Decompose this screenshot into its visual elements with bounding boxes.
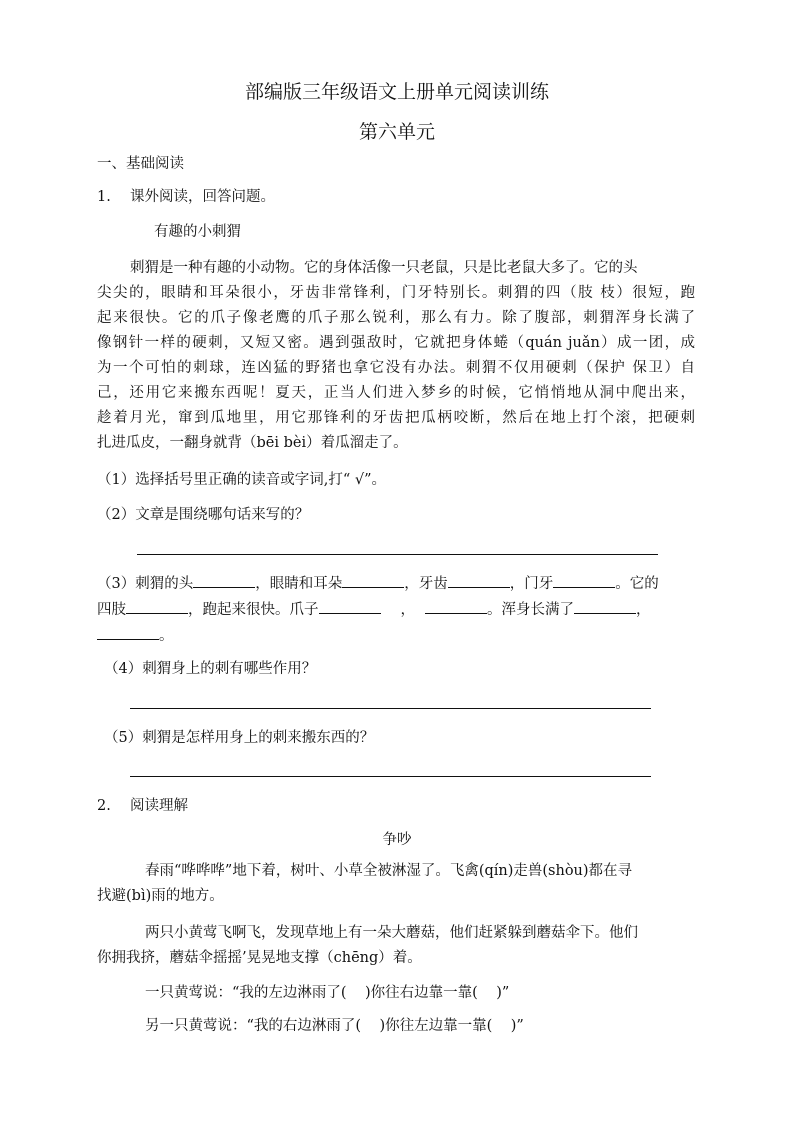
sub-question-3-text: ， [636, 602, 651, 618]
document-title: 部编版三年级语文上册单元阅读训练 [244, 81, 549, 103]
sub-question-3-text: ，牙齿 [404, 576, 448, 592]
answer-line[interactable] [130, 776, 651, 777]
fill-blank[interactable] [553, 573, 615, 588]
passage-line: 找避(bì)雨的地方。 [97, 888, 224, 904]
sub-question-3-text: 四肢 [97, 602, 126, 618]
passage-line: 扎进瓜皮，一翻身就背（bēi bèi）着瓜溜走了。 [97, 435, 408, 451]
answer-line[interactable] [137, 554, 658, 555]
section-heading: 一、基础阅读 [97, 156, 184, 172]
sub-question-3-line-3 [97, 625, 174, 646]
question-number: 2. [97, 798, 111, 814]
sub-question-3-text: （3）刺猬的头 [97, 576, 194, 592]
passage-line: 两只小黄莺飞啊飞，发现草地上有一朵大蘑菇，他们赶紧躲到蘑菇伞下。他们 [145, 925, 638, 941]
question-text: 课外阅读，回答问题。 [130, 189, 275, 205]
passage-line: 刺猬是一种有趣的小动物。它的身体活像一只老鼠，只是比老鼠大多了。它的头 [130, 260, 638, 276]
passage-line: 春雨“哗哗哗”地下着，树叶、小草全被淋湿了。飞禽(qín)走兽(shòu)都在寻 [145, 863, 633, 879]
sub-question-5: （5）刺猬是怎样用身上的刺来搬东西的？ [104, 730, 375, 746]
passage-line: 另一只黄莺说：“我的右边淋雨了( )你往左边靠一靠( )” [145, 1018, 524, 1034]
passage-line: 为一个可怕的刺球，连凶猛的野猪也拿它没有办法。刺猬不仅用硬刺（保护 保卫）自 [97, 360, 695, 376]
unit-title: 第六单元 [358, 121, 435, 143]
passage-title: 有趣的小刺猬 [154, 224, 241, 240]
sub-question-3-text: ， [400, 602, 415, 618]
fill-blank[interactable] [97, 625, 159, 640]
sub-question-2: （2）文章是围绕哪句话来写的？ [97, 507, 310, 523]
passage-title: 争吵 [382, 832, 412, 848]
sub-question-3-text: ，门牙 [509, 576, 554, 592]
passage-line: 尖尖的，眼睛和耳朵很小，牙齿非常锋利，门牙特别长。刺猬的四（肢 枝）很短，跑 [97, 285, 695, 301]
fill-blank[interactable] [574, 599, 636, 614]
sub-question-3-line-2 [97, 599, 651, 620]
sub-question-3-text: 。它的 [615, 576, 659, 592]
fill-blank[interactable] [448, 573, 510, 588]
sub-question-3-text: ，眼睛和耳朵 [255, 576, 343, 592]
sub-question-3-text: 。 [159, 628, 174, 644]
sub-question-3-text: ，跑起来很快。爪子 [188, 602, 319, 618]
sub-question-3-text: 。浑身长满了 [487, 602, 574, 618]
passage-line: 你拥我挤，蘑菇伞摇摇’晃晃地支撑（chēng）着。 [97, 950, 422, 966]
fill-blank[interactable] [319, 599, 381, 614]
passage-line: 一只黄莺说：“我的左边淋雨了( )你往右边靠一靠( )” [145, 985, 510, 1001]
answer-line[interactable] [130, 708, 651, 709]
passage-line: 趁着月光，窜到瓜地里，用它那锋利的牙齿把瓜柄咬断，然后在地上打个滚，把硬刺 [97, 410, 695, 426]
passage-line: 己，还用它来搬东西呢！夏天，正当人们进入梦乡的时候，它悄悄地从洞中爬出来， [97, 385, 695, 401]
sub-question-3-line-1 [97, 573, 659, 594]
question-number: 1. [97, 189, 111, 205]
passage-line: 像钢针一样的硬刺，又短又密。遇到强敌时，它就把身体蜷（quán juǎn）成一团，成 [97, 335, 695, 351]
question-text: 阅读理解 [130, 798, 188, 814]
sub-question-1: （1）选择括号里正确的读音或字词,打“ √”。 [97, 472, 387, 488]
fill-blank[interactable] [126, 599, 188, 614]
fill-blank[interactable] [342, 573, 404, 588]
fill-blank[interactable] [193, 573, 255, 588]
sub-question-4: （4）刺猬身上的刺有哪些作用？ [104, 661, 317, 677]
passage-line: 起来很快。它的爪子像老鹰的爪子那么锐利，那么有力。除了腹部，刺猬浑身长满了 [97, 310, 695, 326]
fill-blank[interactable] [425, 599, 487, 614]
